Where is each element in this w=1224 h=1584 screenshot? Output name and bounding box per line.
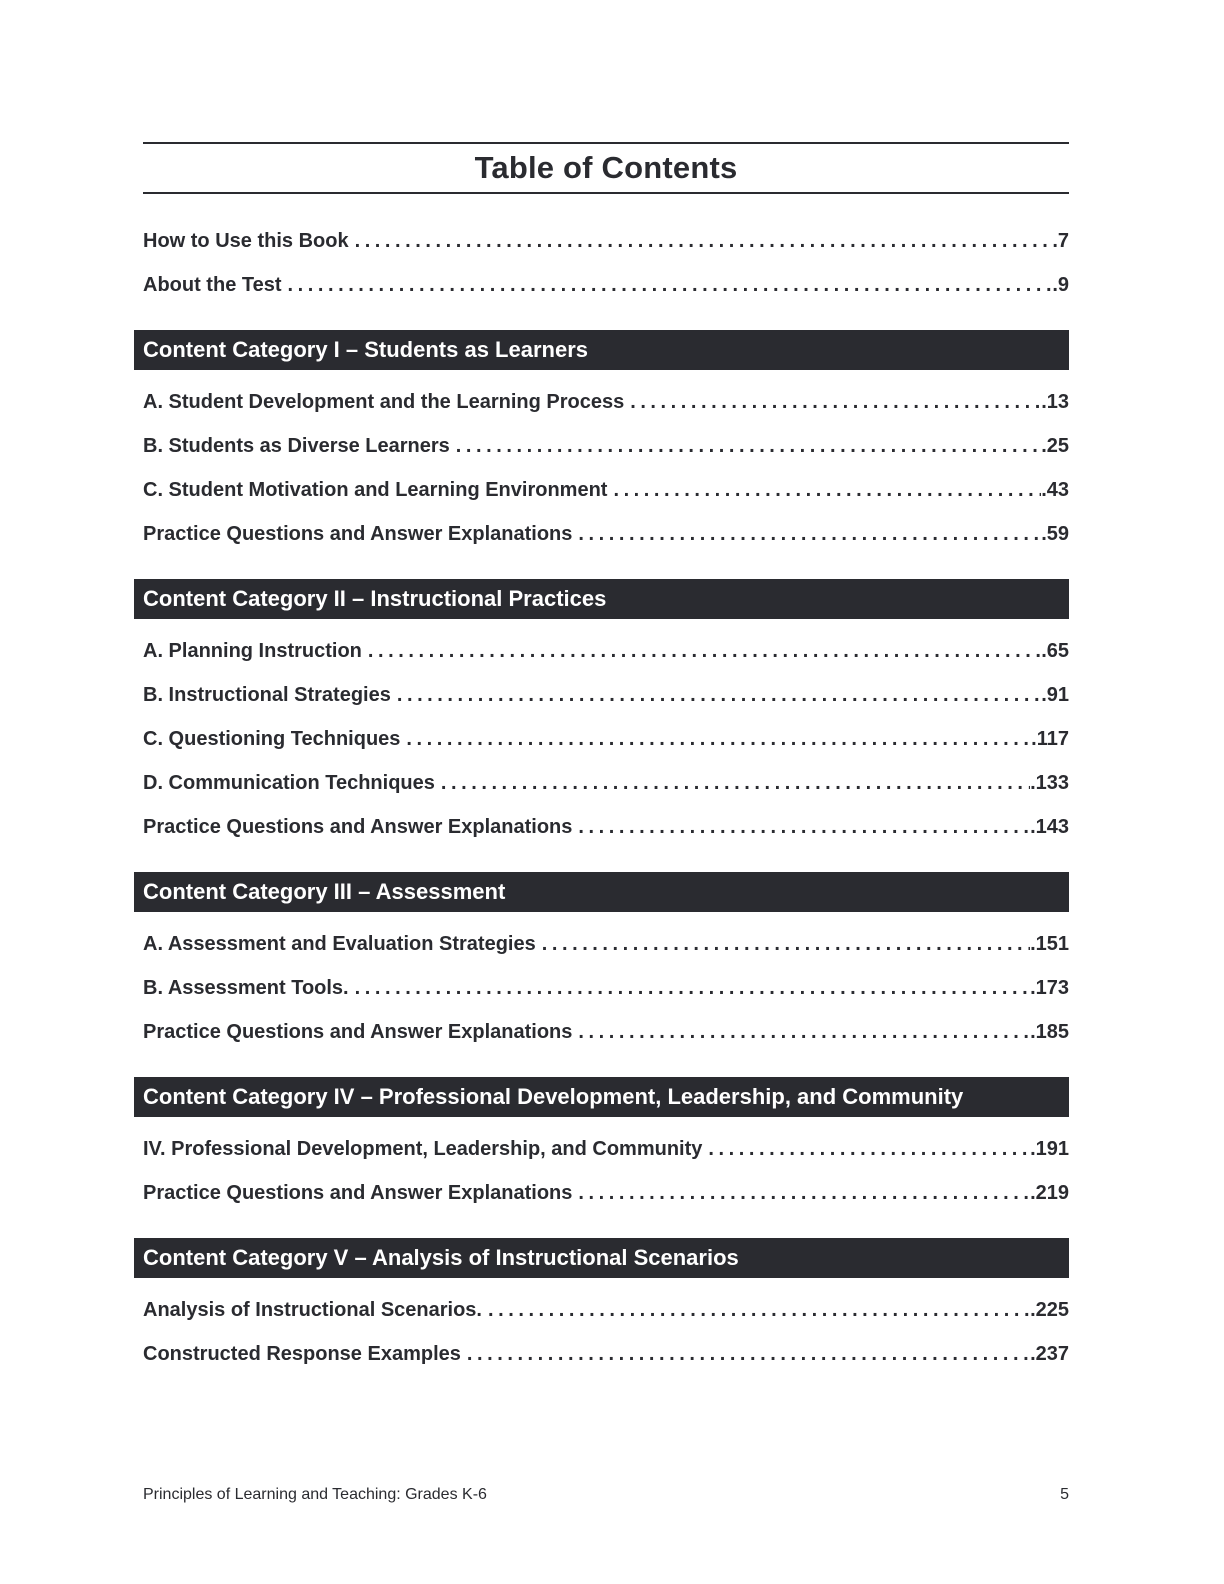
toc-entry[interactable] bbox=[143, 1296, 1069, 1324]
toc-entry[interactable] bbox=[143, 388, 1069, 416]
toc-entry-page: .43 bbox=[1041, 479, 1069, 501]
section-heading-3: Content Category III – Assessment bbox=[134, 872, 1069, 912]
toc-entry[interactable] bbox=[143, 769, 1069, 797]
toc-entry-label: How to Use this Book bbox=[143, 230, 349, 252]
section-heading-1: Content Category I – Students as Learners bbox=[134, 330, 1069, 370]
dot-leader bbox=[542, 930, 1030, 958]
title-rule-box bbox=[143, 142, 1069, 194]
toc-entry[interactable] bbox=[143, 681, 1069, 709]
toc-entry-label: C. Student Motivation and Learning Environment bbox=[143, 479, 608, 501]
toc-entry-label: About the Test bbox=[143, 274, 282, 296]
toc-entry-label: A. Planning Instruction bbox=[143, 640, 362, 662]
toc-entry-page: .65 bbox=[1041, 640, 1069, 662]
toc-entry-label: Analysis of Instructional Scenarios. bbox=[143, 1299, 482, 1321]
toc-entry-label: A. Assessment and Evaluation Strategies bbox=[143, 933, 536, 955]
dot-leader bbox=[578, 520, 1041, 548]
dot-leader bbox=[578, 1179, 1030, 1207]
dot-leader bbox=[456, 432, 1041, 460]
toc-entry[interactable] bbox=[143, 1340, 1069, 1368]
toc-entry[interactable] bbox=[143, 1135, 1069, 1163]
section-heading-2: Content Category II – Instructional Practices bbox=[134, 579, 1069, 619]
toc-entry[interactable] bbox=[143, 930, 1069, 958]
dot-leader bbox=[406, 725, 1031, 753]
toc-entry-label: B. Students as Diverse Learners bbox=[143, 435, 450, 457]
toc-entry-label: C. Questioning Techniques bbox=[143, 728, 401, 750]
footer-book-title: Principles of Learning and Teaching: Grades K-6 bbox=[143, 1486, 487, 1503]
toc-entry-label: Practice Questions and Answer Explanations bbox=[143, 523, 573, 545]
toc-entry[interactable] bbox=[143, 1179, 1069, 1207]
dot-leader bbox=[355, 227, 1053, 255]
toc-entry-how-to-use[interactable] bbox=[143, 227, 1069, 255]
toc-entry-page: .143 bbox=[1030, 816, 1069, 838]
toc-entry[interactable] bbox=[143, 637, 1069, 665]
dot-leader bbox=[630, 388, 1041, 416]
toc-entry-label: Practice Questions and Answer Explanations bbox=[143, 1182, 573, 1204]
dot-leader bbox=[467, 1340, 1030, 1368]
toc-entry-page: .13 bbox=[1041, 391, 1069, 413]
toc-entry-about-test[interactable] bbox=[143, 271, 1069, 299]
toc-entry-page: .117 bbox=[1031, 728, 1069, 750]
toc-entry-page: .225 bbox=[1030, 1299, 1069, 1321]
toc-entry[interactable] bbox=[143, 974, 1069, 1002]
dot-leader bbox=[441, 769, 1030, 797]
toc-entry[interactable] bbox=[143, 520, 1069, 548]
toc-entry-label: IV. Professional Development, Leadership, and Community bbox=[143, 1138, 703, 1160]
toc-entry-label: Practice Questions and Answer Explanations bbox=[143, 816, 573, 838]
dot-leader bbox=[368, 637, 1041, 665]
toc-entry-page: .191 bbox=[1030, 1138, 1069, 1160]
dot-leader bbox=[613, 476, 1041, 504]
toc-entry-page: .151 bbox=[1030, 933, 1069, 955]
toc-entry-page: .219 bbox=[1030, 1182, 1069, 1204]
toc-entry-label: A. Student Development and the Learning Process bbox=[143, 391, 625, 413]
toc-entry[interactable] bbox=[143, 725, 1069, 753]
toc-entry[interactable] bbox=[143, 476, 1069, 504]
toc-entry[interactable] bbox=[143, 432, 1069, 460]
dot-leader bbox=[355, 974, 1030, 1002]
section-heading-5: Content Category V – Analysis of Instructional Scenarios bbox=[134, 1238, 1069, 1278]
toc-entry-page: .91 bbox=[1041, 684, 1069, 706]
toc-entry-page: .237 bbox=[1030, 1343, 1069, 1365]
dot-leader bbox=[288, 271, 1053, 299]
dot-leader bbox=[708, 1135, 1030, 1163]
toc-entry-label: B. Instructional Strategies bbox=[143, 684, 391, 706]
toc-entry-label: D. Communication Techniques bbox=[143, 772, 435, 794]
toc-entry-page: .173 bbox=[1030, 977, 1069, 999]
footer-page-number: 5 bbox=[1060, 1486, 1069, 1503]
section-heading-4: Content Category IV – Professional Development, Leadership, and Community bbox=[134, 1077, 1069, 1117]
toc-entry-page: .25 bbox=[1041, 435, 1069, 457]
page-title: Table of Contents bbox=[474, 150, 738, 185]
toc-entry[interactable] bbox=[143, 1018, 1069, 1046]
toc-entry[interactable] bbox=[143, 813, 1069, 841]
dot-leader bbox=[488, 1296, 1030, 1324]
dot-leader bbox=[397, 681, 1041, 709]
toc-entry-page: .9 bbox=[1052, 274, 1069, 296]
toc-entry-page: .59 bbox=[1041, 523, 1069, 545]
dot-leader bbox=[578, 813, 1030, 841]
toc-entry-page: .7 bbox=[1052, 230, 1069, 252]
dot-leader bbox=[578, 1018, 1030, 1046]
toc-entry-page: .133 bbox=[1030, 772, 1069, 794]
toc-entry-label: Constructed Response Examples bbox=[143, 1343, 461, 1365]
toc-entry-label: Practice Questions and Answer Explanations bbox=[143, 1021, 573, 1043]
toc-entry-page: .185 bbox=[1030, 1021, 1069, 1043]
toc-entry-label: B. Assessment Tools. bbox=[143, 977, 349, 999]
